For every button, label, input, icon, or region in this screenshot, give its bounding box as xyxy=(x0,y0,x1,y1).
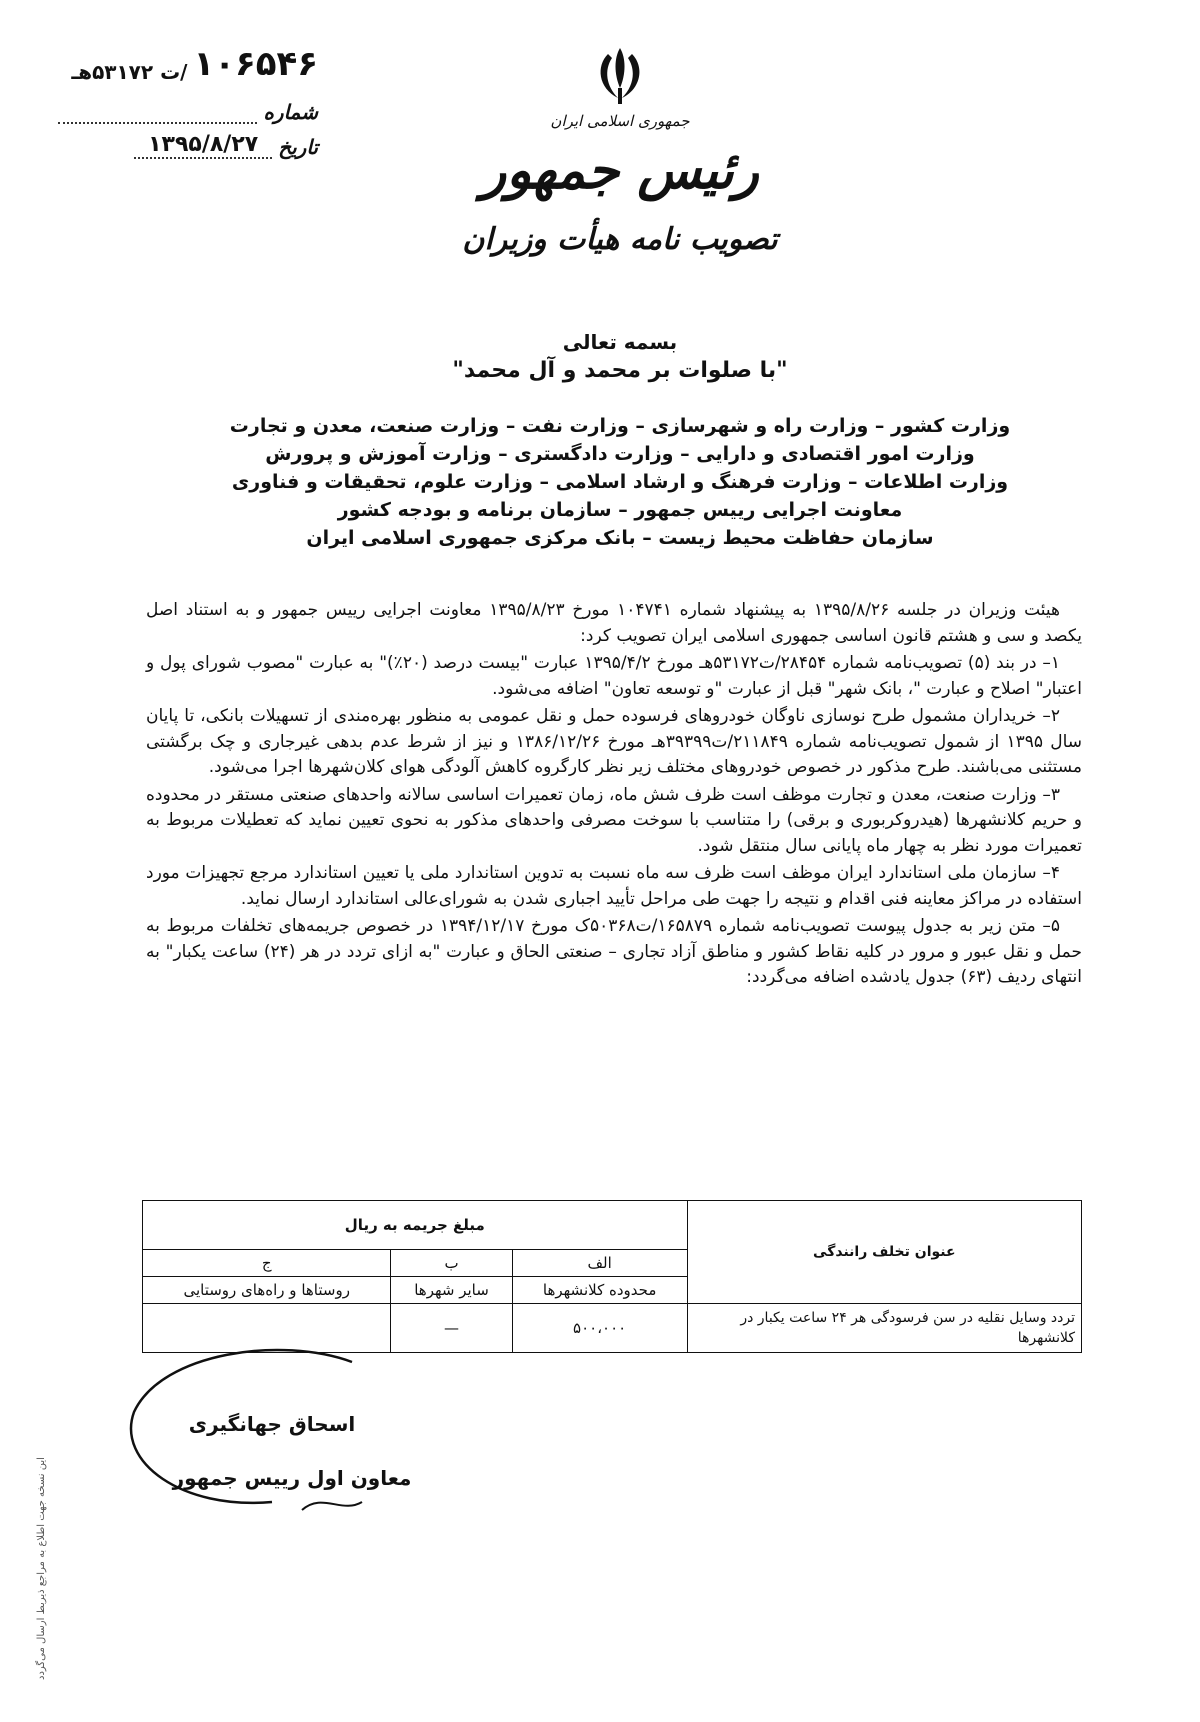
republic-title: جمهوری اسلامی ایران xyxy=(550,112,690,130)
side-note xyxy=(36,1420,54,1680)
subheader-b: ب xyxy=(391,1250,512,1277)
resolution-title: تصویب نامه هیأت وزیران xyxy=(462,222,778,257)
reference-code: /ت ۵۳۱۷۲هـ xyxy=(71,60,188,84)
recipient-line: وزارت کشور – وزارت راه و شهرسازی – وزارت نفت – وزارت صنعت، معدن و تجارت xyxy=(229,415,1011,437)
violation-header: عنوان تخلف رانندگی xyxy=(687,1201,1081,1304)
violation-text: تردد وسایل نقلیه در سن فرسودگی هر ۲۴ ساعت یکبار در کلانشهرها xyxy=(687,1304,1081,1353)
document-number: ۱۰۶۵۴۶ xyxy=(193,44,318,84)
clause-paragraph: ۱– در بند (۵) تصویب‌نامه شماره ۲۸۴۵۴/ت۵۳۱۷۲هـ مورخ ۱۳۹۵/۴/۲ عبارت "بیست درصد (۲۰٪)" به عبارت "مصوب شورای پول و اعتبار" اصلاح و عبارت "، بانک شهر" قبل از عبارت "و توسعه تعاون" اضافه می‌شود. xyxy=(146,653,1082,699)
signatory-name: اسحاق جهانگیری xyxy=(188,1412,356,1436)
recipient-line: وزارت امور اقتصادی و دارایی – وزارت دادگستری – وزارت آموزش و پرورش xyxy=(265,443,975,465)
signature-block xyxy=(122,1342,422,1522)
document-date: ۱۳۹۵/۸/۲۷ xyxy=(134,132,272,159)
fine-header: مبلغ جریمه به ریال xyxy=(143,1201,688,1250)
basmala-line-2: "با صلوات بر محمد و آل محمد" xyxy=(452,358,788,383)
clause-paragraph: ۴– سازمان ملی استاندارد ایران موظف است ظرف سه ماه نسبت به تدوین استاندارد ملی یا تعیین استاندارد مرجع تجهیزات مورد استفاده در مراکز معاینه فنی اقدام و نتیجه را جهت طی مراحل تأیید اجباری شدن به شورای‌عالی استاندارد ارسال نماید. xyxy=(146,863,1082,909)
resolution-body xyxy=(146,598,1082,993)
clause-paragraph: ۳– وزارت صنعت، معدن و تجارت موظف است ظرف شش ماه، زمان تعمیرات اساسی سالانه واحدهای صنعتی مستقر در محدوده و حریم کلانشهرها (هیدروکربوری و برقی) را متناسب با سوخت مصرفی واحدهای مذکور به نحوی تعیین نماید که تعطیلات مربوط به تعمیرات مورد نظر به چهار ماه پایانی سال منتقل شود. xyxy=(146,784,1082,856)
emblem-icon xyxy=(590,44,650,108)
fine-a: ۵۰۰،۰۰۰ xyxy=(512,1304,687,1353)
side-note-text: این نسخه جهت اطلاع به مراجع ذیربط ارسال می‌گردد xyxy=(36,1457,47,1680)
clause-paragraph: ۲– خریداران مشمول طرح نوسازی ناوگان خودروهای فرسوده حمل و نقل عمومی به منظور بهره‌مندی از تسهیلات بانکی، تا پایان سال ۱۳۹۵ از شمول تصویب‌نامه شماره ۲۱۱۸۴۹/ت۳۹۳۹۹هـ مورخ ۱۳۸۶/۱۲/۲۶ و نیز از شرط عدم بدهی غیرجاری و چک برگشتی مستثنی می‌باشند. طرح مذکور در خصوص خودروهای مختلف زیر نظر کارگروه کاهش آلودگی هوای کلان‌شهرها اجرا می‌شود. xyxy=(146,706,1082,777)
recipient-line: سازمان حفاظت محیط زیست – بانک مرکزی جمهوری اسلامی ایران xyxy=(306,527,934,549)
date-label: تاریخ xyxy=(278,135,318,159)
date-row xyxy=(58,132,318,159)
clause-paragraph: ۵– متن زیر به جدول پیوست تصویب‌نامه شماره ۱۶۵۸۷۹/ت۵۰۳۶۸ک مورخ ۱۳۹۴/۱۲/۱۷ در خصوص جریمه‌های تخلفات مربوط به حمل و نقل عبور و مرور در کلیه نقاط کشور و مناطق آزاد تجاری – صنعتی الحاق و عبارت "به ازای تردد در هر (۲۴) ساعت یکبار" به انتهای ردیف (۶۳) جدول یادشده اضافه می‌گردد: xyxy=(146,916,1082,987)
basmala xyxy=(400,330,840,383)
recipient-line: وزارت اطلاعات – وزارت فرهنگ و ارشاد اسلامی – وزارت علوم، تحقیقات و فناوری xyxy=(231,471,1009,493)
area-b: سایر شهرها xyxy=(391,1277,512,1304)
number-row xyxy=(58,44,318,84)
subheader-a: الف xyxy=(512,1250,687,1277)
area-a: محدوده کلانشهرها xyxy=(512,1277,687,1304)
intro-paragraph: هیئت وزیران در جلسه ۱۳۹۵/۸/۲۶ به پیشنهاد شماره ۱۰۴۷۴۱ مورخ ۱۳۹۵/۸/۲۳ معاونت اجرایی رییس جمهور و به استناد اصل یکصد و سی و هشتم قانون اساسی جمهوری اسلامی ایران تصویب کرد: xyxy=(146,600,1082,646)
fines-table xyxy=(142,1200,1082,1353)
basmala-line-1: بسمه تعالی xyxy=(562,330,678,354)
president-title: رئیس جمهور xyxy=(481,140,759,201)
signatory-title: معاون اول رییس جمهور xyxy=(172,1466,412,1490)
fine-b: — xyxy=(391,1304,512,1353)
subheader-c: ج xyxy=(143,1250,391,1277)
area-c: روستاها و راه‌های روستایی xyxy=(143,1277,391,1304)
document-meta xyxy=(58,44,318,159)
dotted-line xyxy=(58,104,257,124)
number-label-row xyxy=(58,100,318,124)
recipients-list xyxy=(200,412,1040,552)
number-label: شماره xyxy=(263,100,318,124)
recipient-line: معاونت اجرایی رییس جمهور – سازمان برنامه و بودجه کشور xyxy=(337,499,903,521)
